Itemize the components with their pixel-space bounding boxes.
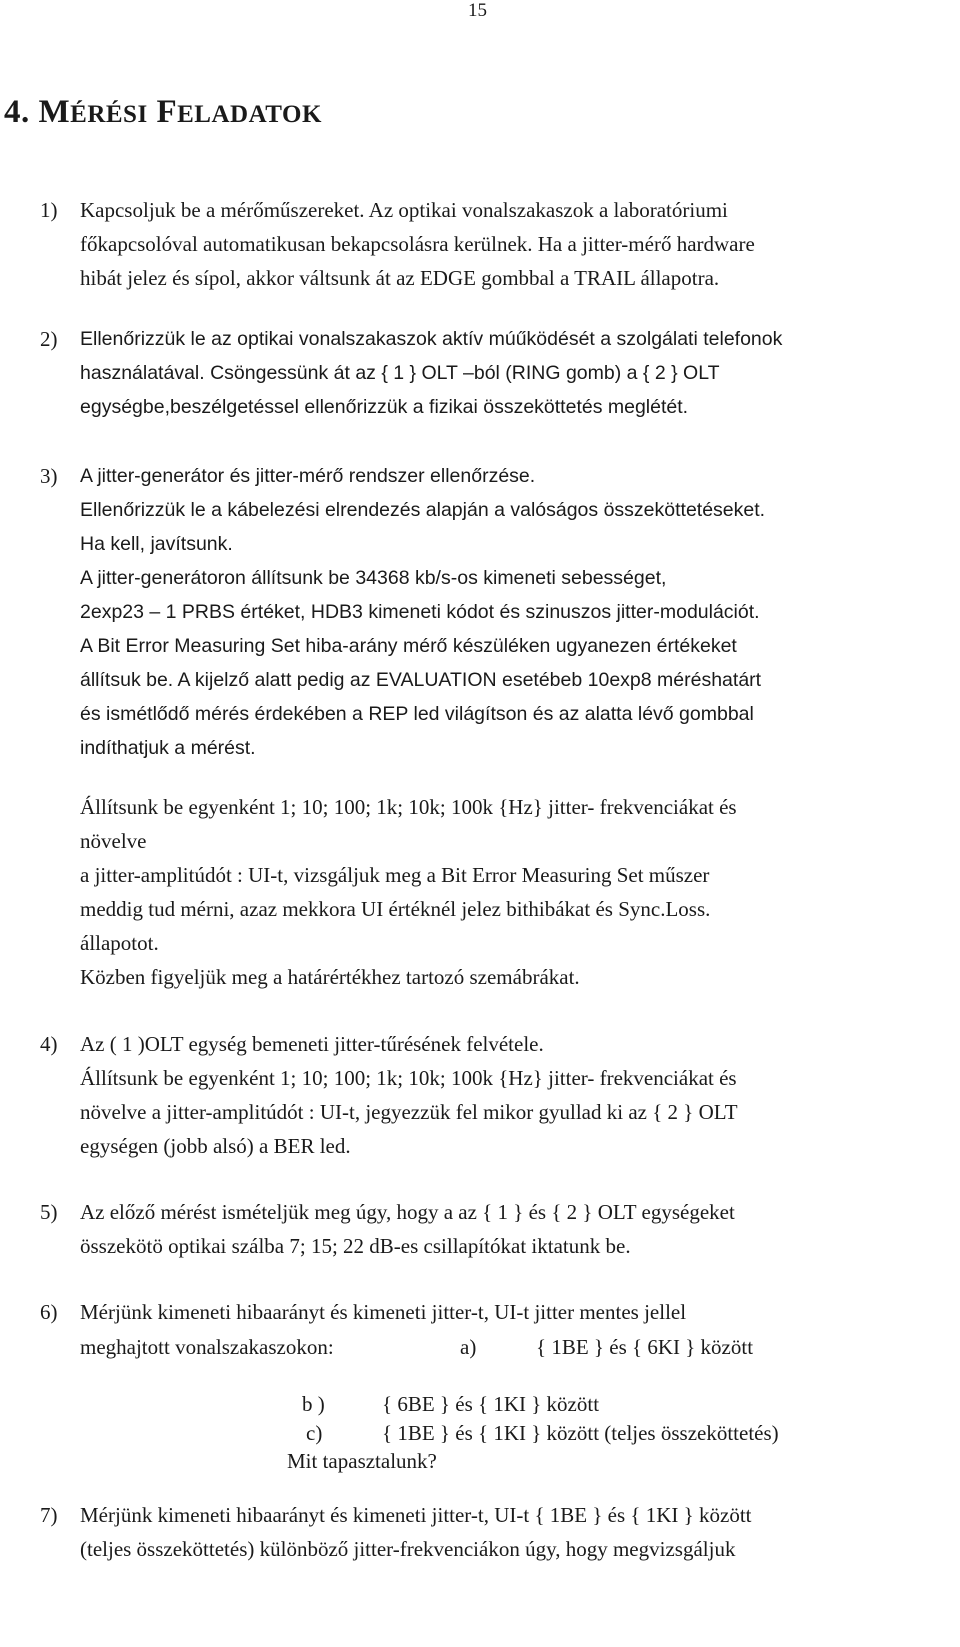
task-text [80,322,950,424]
text-line: Ellenőrizzük le az optikai vonalszakaszok aktív múűködését a szolgálati telefonok [80,328,783,350]
text-line: használatával. Csöngessünk át az { 1 } OLT –ból (RING gomb) a { 2 } OLT [80,362,720,384]
task-text [80,1195,950,1263]
task-text-continued [80,790,950,994]
option-text-c: { 1BE } és { 1KI } között (teljes összeköttetés) [382,1421,779,1445]
option-label-b: b ) [302,1392,325,1416]
text-line: Ha kell, javítsunk. [80,533,233,555]
task-number: 4) [40,1032,58,1056]
title-initial-1: M [38,94,71,130]
text-line: meddig tud mérni, azaz mekkora UI értéknél jelez bithibákat és Sync.Loss. [80,897,711,921]
task-text [80,1295,950,1485]
question-text: Mit tapasztalunk? [287,1449,437,1473]
text-line: Ellenőrizzük le a kábelezési elrendezés alapján a valóságos összeköttetéseket. [80,499,766,521]
task-number: 1) [40,198,58,222]
task-text [80,1498,950,1566]
section-number: 4. [4,94,39,130]
section-title [4,94,322,131]
text-line: állítsuk be. A kijelző alatt pedig az EVALUATION esetébeb 10exp8 méréshatárt [80,669,762,691]
task-number: 6) [40,1300,58,1324]
task-number: 2) [40,327,58,351]
text-line: Az előző mérést ismételjük meg úgy, hogy a az { 1 } és { 2 } OLT egységeket [80,1200,735,1224]
task-text [80,459,950,765]
text-line: főkapcsolóval automatikusan bekapcsolásra kerülnek. Ha a jitter-mérő hardware [80,232,755,256]
task-number: 5) [40,1200,58,1224]
text-line: növelve a jitter-amplitúdót : UI-t, jegyezzük fel mikor gyullad ki az { 2 } OLT [80,1100,738,1124]
text-line: hibát jelez és sípol, akkor váltsunk át az EDGE gombbal a TRAIL állapotra. [80,266,720,290]
text-line: egységen (jobb alsó) a BER led. [80,1134,351,1158]
text-line: A Bit Error Measuring Set hiba-arány mérő készüléken ugyanezen értékeket [80,635,737,657]
text-line: 2exp23 – 1 PRBS értéket, HDB3 kimeneti kódot és szinuszos jitter-modulációt. [80,601,760,623]
title-rest-2: ELADATOK [177,101,322,128]
text-line: Az ( 1 )OLT egység bemeneti jitter-tűrésének felvétele. [80,1032,544,1056]
text-line: (teljes összeköttetés) különböző jitter-frekvenciákon úgy, hogy megvizsgáljuk [80,1537,736,1561]
text-line: Kapcsoljuk be a mérőműszereket. Az optikai vonalszakaszok a laboratóriumi [80,198,728,222]
page-number: 15 [468,0,487,21]
text-line: és ismétlődő mérés érdekében a REP led világítson és az alatta lévő gombbal [80,703,754,725]
text-line: Állítsunk be egyenként 1; 10; 100; 1k; 10k; 100k {Hz} jitter- frekvenciákat és [80,795,737,819]
task-number: 3) [40,464,58,488]
text-line: Állítsunk be egyenként 1; 10; 100; 1k; 10k; 100k {Hz} jitter- frekvenciákat és [80,1066,737,1090]
text-line: indíthatjuk a mérést. [80,737,256,759]
text-line: Közben figyeljük meg a határértékhez tartozó szemábrákat. [80,965,580,989]
option-label-c: c) [306,1421,323,1445]
text-line: Mérjünk kimeneti hibaarányt és kimeneti jitter-t, UI-t jitter mentes jellel [80,1300,687,1324]
option-text-b: { 6BE } és { 1KI } között [382,1392,600,1416]
option-label-a: a) [460,1335,477,1359]
task-text [80,193,950,295]
option-text-a: { 1BE } és { 6KI } között [536,1335,754,1359]
title-rest-1: ÉRÉSI [70,101,148,128]
text-line: meghajtott vonalszakaszokon: [80,1335,334,1359]
text-line: a jitter-amplitúdót : UI-t, vizsgáljuk meg a Bit Error Measuring Set műszer [80,863,710,887]
text-line: A jitter-generátor és jitter-mérő rendszer ellenőrzése. [80,465,536,487]
task-text [80,1027,950,1163]
text-line: A jitter-generátoron állítsunk be 34368 kb/s-os kimeneti sebességet, [80,567,667,589]
text-line: Mérjünk kimeneti hibaarányt és kimeneti jitter-t, UI-t { 1BE } és { 1KI } között [80,1503,752,1527]
text-line: összekötö optikai szálba 7; 15; 22 dB-es csillapítókat iktatunk be. [80,1234,631,1258]
title-initial-2: F [156,94,178,130]
task-number: 7) [40,1503,58,1527]
text-line: állapotot. [80,931,159,955]
text-line: egységbe,beszélgetéssel ellenőrizzük a fizikai összeköttetés meglétét. [80,396,689,418]
text-line: növelve [80,829,147,853]
